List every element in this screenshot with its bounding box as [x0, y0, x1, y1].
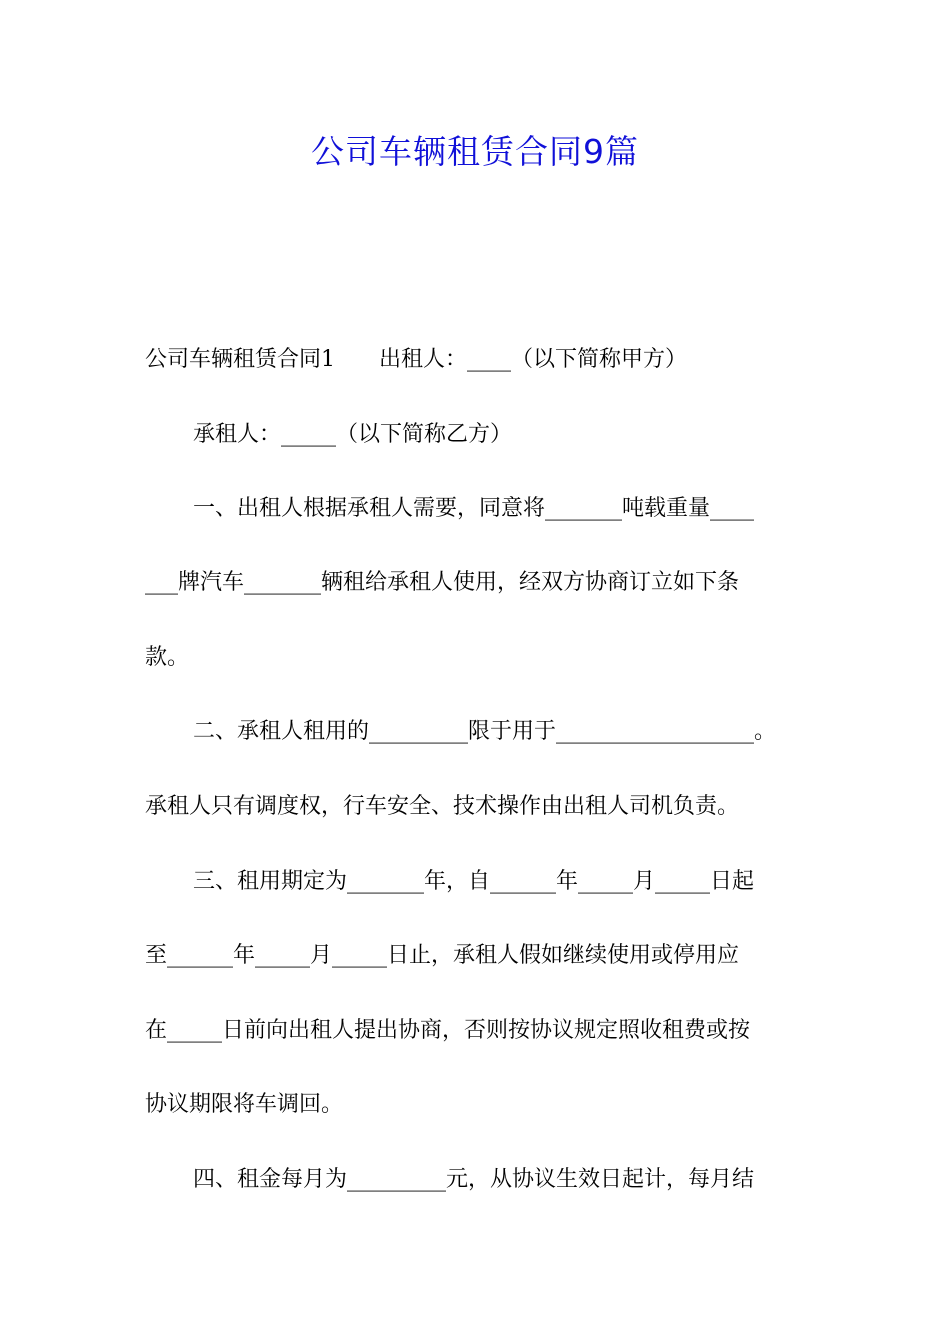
paragraph-line: 至______年_____月_____日止，承租人假如继续使用或停用应: [145, 943, 740, 968]
paragraph-line: ___牌汽车_______辆租给承租人使用，经双方协商订立如下条: [145, 570, 740, 595]
paragraph-line: 四、租金每月为_________元，从协议生效日起计，每月结: [193, 1167, 755, 1192]
paragraph-line: 一、出租人根据承租人需要，同意将_______吨载重量____: [193, 496, 755, 521]
paragraph-line: 承租人只有调度权，行车安全、技术操作由出租人司机负责。: [145, 794, 740, 819]
paragraph-line: 协议期限将车调回。: [145, 1092, 344, 1117]
paragraph-line: 承租人：_____（以下简称乙方）: [193, 422, 513, 447]
paragraph-line: 二、承租人租用的_________限于用于__________________。: [193, 719, 777, 744]
paragraph-line: 三、租用期定为_______年，自______年_____月_____日起: [193, 869, 755, 894]
paragraph-line: 款。: [145, 645, 190, 670]
paragraph-line: 在_____日前向出租人提出协商，否则按协议规定照收租费或按: [145, 1018, 751, 1043]
paragraph-line: 公司车辆租赁合同1 出租人：____（以下简称甲方）: [145, 347, 687, 372]
document-title: 公司车辆租赁合同9篇: [311, 132, 639, 171]
